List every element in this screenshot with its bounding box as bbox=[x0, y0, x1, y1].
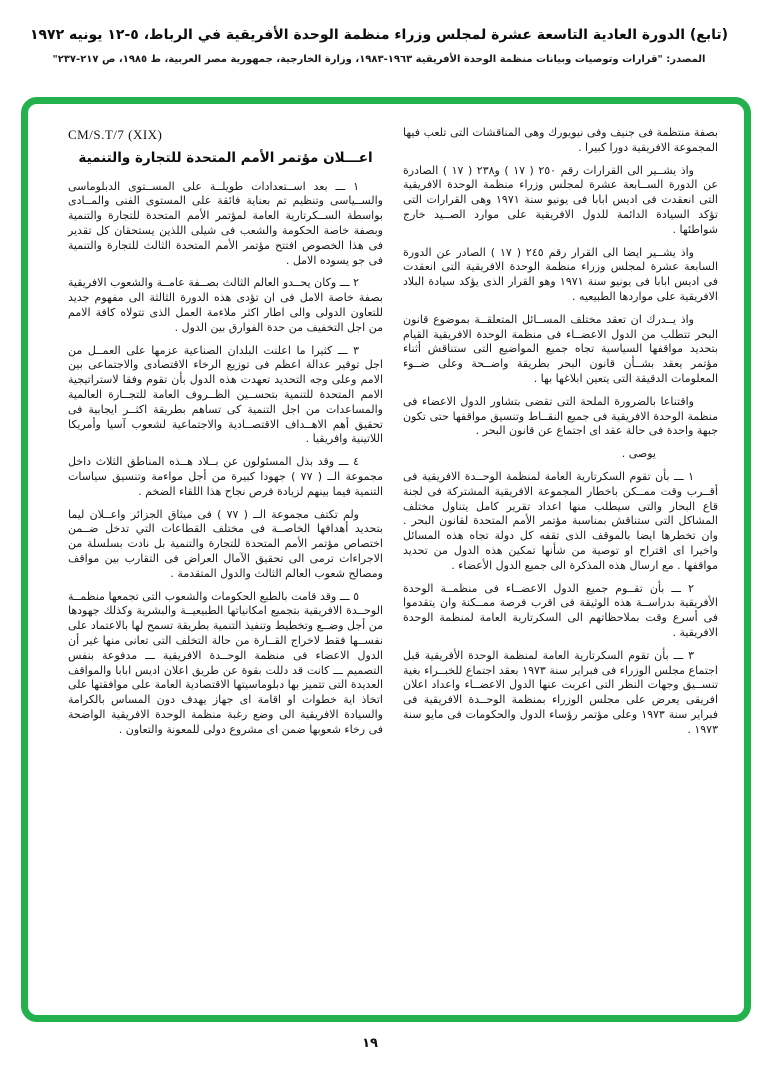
recommendation-lead: يوصى . bbox=[621, 447, 656, 461]
paragraph: ولم تكتف مجموعة الــ ( ٧٧ ) فى ميثاق الجزائر واعــلان ليما بتحديد أهدافها الخاصــة فى مختلف القطاعات التي تدخل ضــمن اختصاص مؤتمر الأمم المتحدة للتجارة والتنمية بل نادت بسلسلة من الاجراءات ترمى الى تحقيق الآمال العراض فى التقارب بين مواقف ومصالح شعوب العالم الثالث والدول المتقدمة . bbox=[68, 507, 383, 580]
column-left bbox=[68, 126, 383, 997]
declaration-title: اعـــلان مؤتمر الأمم المتحدة للتجارة والتنمية bbox=[78, 149, 373, 166]
paragraph: واذ يــدرك ان تعقد مختلف المســائل المتعلقــة بموضوع قانون البحر تتطلب من الدول الاعضــاء فى منظمة الوحدة الافريقية القيام بتحديد مواقفها السياسية تجاه جميع المواضيع التى ستناقش أثناء مؤتمر يعقد بشــأن قانون البحر بطريقة واضــحة وعلى ضــوء المعلومات الدقيقة التى يتعين ابلاغها بها . bbox=[403, 312, 718, 385]
paragraph: ١ ـــ بعد اســتعدادات طويلــة على المســتوى الدبلوماسى والســياسى وتنظيم تم بعناية فائقة على المستوى الفنى والمــادى بواسطة الســكرتارية العامة لمؤتمر الأمم المتحدة للتجارة والتنمية وبصفة خاصة الحكومة والشعب فى شيلى اللذين يستحقان كل تقدير فى هذا الخصوص افتتح مؤتمر الأمم المتحدة الثالث للتجارة والتنمية فى جو يسوده الامل . bbox=[68, 179, 383, 267]
page-number: ١٩ bbox=[362, 1036, 378, 1051]
paragraph: واقتناعا بالضرورة الملحة التى تقضى بتشاور الدول الاعضاء فى منظمة الوحدة الافريقية فى جميع النقــاط وتنسيق مواقفها حتى تكون جبهة واحدة فى حالة عقد اى اجتماع عن قانون البحر . bbox=[403, 394, 718, 438]
paragraph: ٣ ـــ بأن تقوم السكرتارية العامة لمنظمة الوحدة الأفريقية قبل اجتماع مجلس الوزراء فى فبراير سنة ١٩٧٣ بعقد اجتماع للخبــراء بغية تنســيق وجهات النظر التى اعربت عنها الدول الاعضــاء واعداد اعلان افريقى يعرض على مجلس الوزراء بمنظمة الوحــدة الافريقية فى فبراير سنة ١٩٧٣ وعلى مؤتمر رؤساء الدول والحكومات فى مايو سنة ١٩٧٣ . bbox=[403, 648, 718, 736]
column-right bbox=[403, 126, 718, 997]
document-code: CM/S.T/7 (XIX) bbox=[68, 127, 163, 142]
paragraph: واذ يشــير ايضا الى القرار رقم ٢٤٥ ( ١٧ ) الصادر عن الدورة السابعة عشرة لمجلس وزراء منظمة الوحدة الافريقية التى انعقدت فى اديس ابابا فى يونيو سنة ١٩٧١ وهو القرار الذى يؤكد سيادة البلاد الافريقية على مواردها الطبيعيه . bbox=[403, 245, 718, 303]
session-title: (تابع) الدورة العادية التاسعة عشرة لمجلس وزراء منظمة الوحدة الأفريقية في الرباط، ٥-١٢ يونيه ١٩٧٢ bbox=[29, 27, 729, 43]
document-frame bbox=[21, 97, 751, 1022]
paragraph: ٣ ـــ كثيرا ما اعلنت البلدان الصناعية عزمها على العمــل من اجل توفير عدالة اعظم فى توزيع الرخاء الاقتصادى والاجتماعى بين الامم وعلى وجه التحديد تعهدت هذه الدول بأن تقوم وفقا لاستراتيجية الامم المتحدة للتنمية بتحســين الظــروف العامة للتجــارة العالمية والمساعدات من اجل التنمية كى تساهم بطريقة اكثــر ايجابية فى تحقيق أهم الاهــداف الاقتصــادية والاجتماعية لشعوب آسيا وأمريكا اللاتينية وافريقيا . bbox=[68, 343, 383, 446]
paragraph: ١ ـــ بأن تقوم السكرتارية العامة لمنظمة الوحــدة الافريقية فى أقــرب وقت ممــكن باخطار المجموعة الافريقية المشتركة فى لجنة قاع البحار والتى سيطلب منها اعداد تقرير كامل يتناول مختلف المشاكل التى ستناقش بمناسبة مؤتمر الأمم المتحدة لقانون البحر . وان تخطرها ايضا بالموقف الذى تقفه كل دولة تجاه هذه المسائل واخيرا اى اقتراح او توصية من شأنها تمكين هذه الدول من تحديد مواقفها . مع ارسال هذه المذكرة الى جميع الدول الأعضاء . bbox=[403, 469, 718, 572]
paragraph: واذ يشــير الى القرارات رقم ٢٥٠ ( ١٧ ) و٢٣٨ ( ١٧ ) الصادرة عن الدورة الســابعة عشرة لمجلس وزراء منظمة الوحدة الافريقية التى انعقدت فى اديس ابابا فى يونيو سنة ١٩٧١ وهى القرارات التى تؤكد السيادة الدائمة للدول الافريقية على موارد الصــيد خارج شواطئها . bbox=[403, 163, 718, 236]
page-header bbox=[0, 0, 758, 65]
paragraph: بصفة منتظمة فى جنيف وفى نيويورك وهى المناقشات التى تلعب فيها المجموعة الافريقية دورا كبيرا . bbox=[403, 126, 718, 154]
paragraph: ٢ ـــ بأن تقــوم جميع الدول الاعضــاء فى منظمــة الوحدة الأفريقية بدراســة هذه الوثيقة فى اقرب فرصة ممــكنة وان يتقدموا فى أسرع وقت بملاحظاتهم الى السكرتارية العامة لمنظمة الوحدة الافريقية . bbox=[403, 581, 718, 639]
paragraph: ٥ ـــ وقد قامت بالطبع الحكومات والشعوب التى تجمعها منظمــة الوحــدة الافريقية بتجميع امكانياتها الطبيعيــة والبشرية وكذلك جهودها من أجل وضــع وتخطيط وتنفيذ التنمية بطريقة تسمح لها بالاعتماد على نفســها فقط لاخراج القــارة من حالة التخلف التى تعانى منها غير أن الدول الاعضاء فى منظمة الوحــدة الافريقية ـــ مدفوعة بنفس التصميم ـــ كانت قد دللت بقوة عن طريق اعلان اديس ابابا والمواقف العديدة التى تتميز بها دبلوماسيتها الاقتصادية العامة على موافقتها على اتخاذ اية خطوات او اقامة اى جهاز يهدف دون المساس بالكرامة والسيادة الافريقية الى وضع رغبة منظمة الوحدة الافريقية الواضحة فى رخاء شعوبها ضمن اى مشروع دولى للمعونة والتعاون . bbox=[68, 589, 383, 736]
paragraph: ٢ ـــ وكان يحــدو العالم الثالث بصــفة عامــة والشعوب الافريقية بصفة خاصة الامل فى ان تؤدى هذه الدورة الثالثة الى مفهوم جديد للتعاون الدولى والى اطار اكثر ملاءمة العمل الذى تتولاه كافة الامم من اجل التخفيف من حدة الفوارق بين الدول . bbox=[68, 276, 383, 334]
source-citation: المصدر: "قرارات وتوصيات وبيانات منظمة الوحدة الأفريقية ١٩٦٣-١٩٨٣، وزارة الخارجية، جمهورية مصر العربية، ط ١٩٨٥، ص ٢١٧-٢٣٧" bbox=[52, 53, 706, 65]
paragraph: ٤ ـــ وقد بذل المسئولون عن بــلاد هــذه المناطق الثلاث داخل مجموعة الــ ( ٧٧ ) جهودا كبيرة من أجل مواءمة وتنسيق سياسات التنمية فيما بينهم لزيادة فرص نجاح هذا اللقاء الضخم . bbox=[68, 455, 383, 498]
